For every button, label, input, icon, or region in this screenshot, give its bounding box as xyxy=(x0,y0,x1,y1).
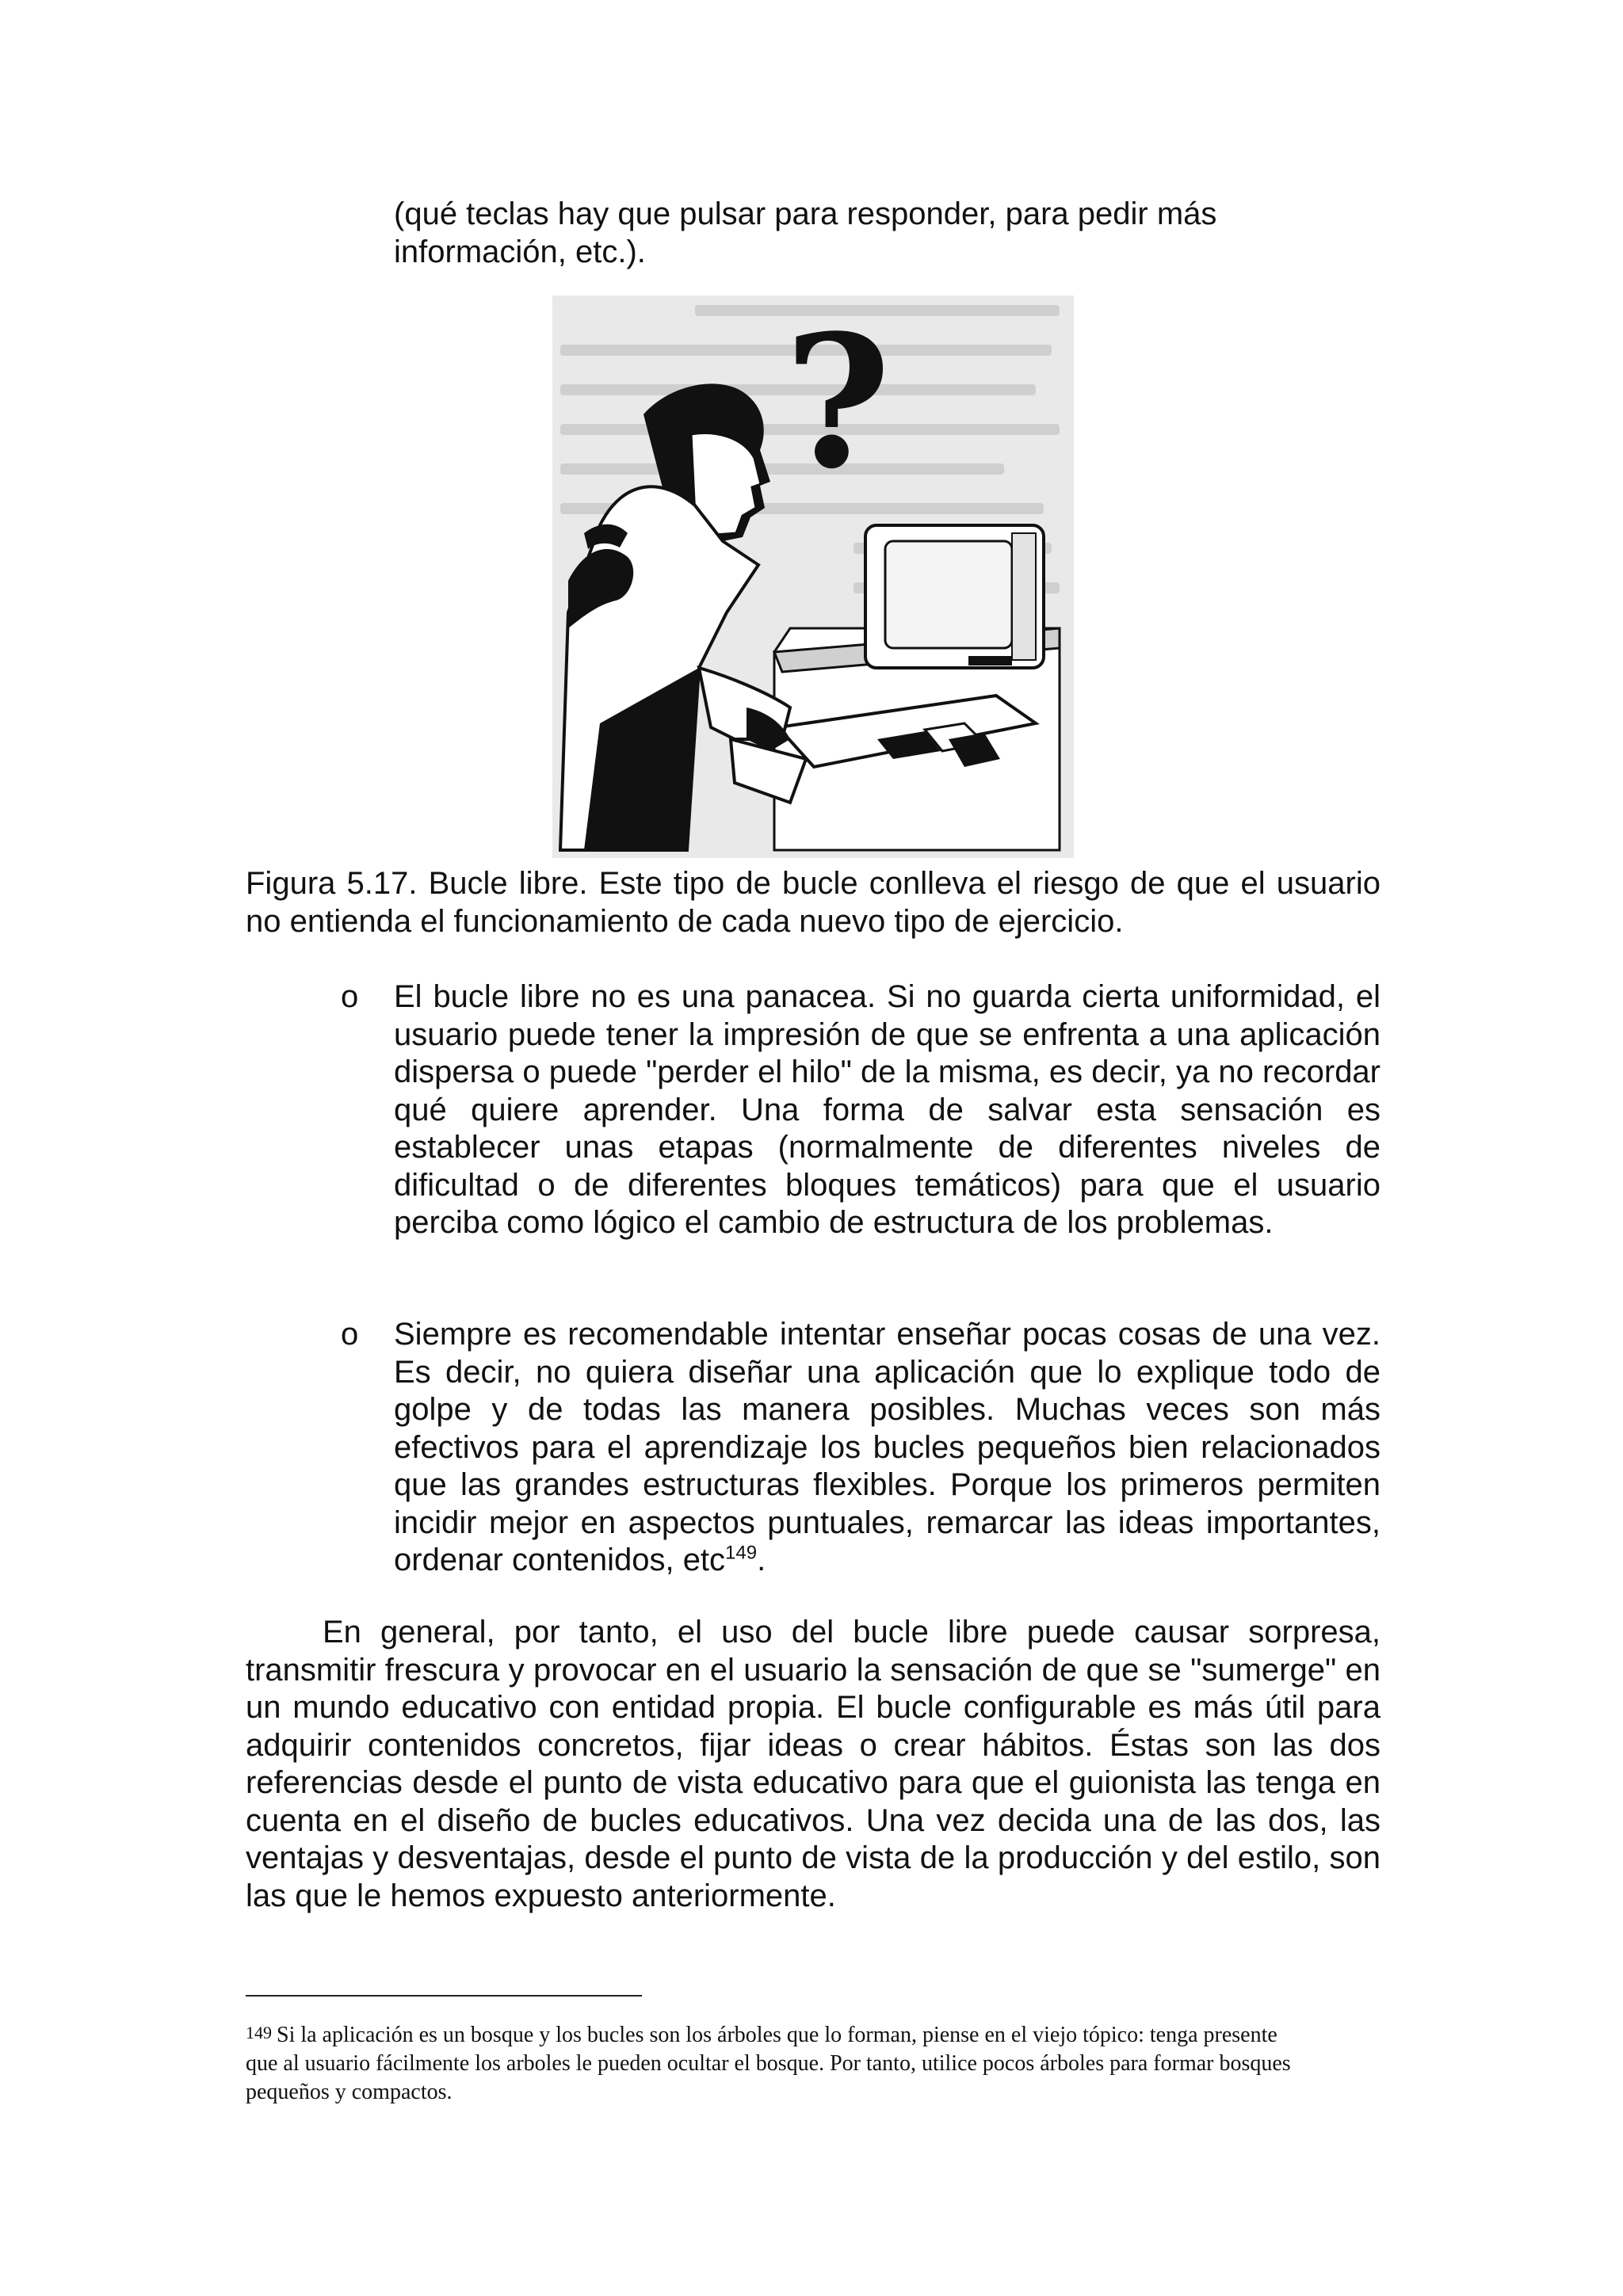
list-item-body: Siempre es recomendable intentar enseñar pocas cosas de una vez. Es decir, no quiera diseñar una aplicación que lo explique todo de golpe y de todas las manera posibles. Muchas veces son más efectivos para el aprendizaje los bucles pequeños bien relacionados que las grandes estructuras flexibles. Porque los primeros permiten incidir mejor en aspectos puntuales, remarcar las ideas importantes, ordenar contenidos, etc xyxy=(394,1317,1381,1577)
footnote xyxy=(246,2019,1300,2107)
footnote-number: 149 xyxy=(246,2023,272,2042)
figure-caption: Figura 5.17. Bucle libre. Este tipo de bucle conlleva el riesgo de que el usuario no entienda el funcionamiento de cada nuevo tipo de ejercicio. xyxy=(246,866,1381,939)
body-paragraph: En general, por tanto, el uso del bucle libre puede causar sorpresa, transmitir frescura y provocar en el usuario la sensación de que se "sumerge" en un mundo educativo con entidad propia. El bucle configurable es más útil para adquirir contenidos concretos, fijar ideas o crear hábitos. Éstas son las dos referencias desde el punto de vista educativo para que el guionista las tenga en cuenta en el diseño de bucles educativos. Una vez decida una de las dos, las ventajas y desventajas, desde el punto de vista de la producción y del estilo, son las que le hemos expuesto anteriormente. xyxy=(246,1615,1381,1913)
continued-line-2: información, etc.). xyxy=(394,234,646,269)
footnote-reference[interactable]: 149 xyxy=(725,1542,758,1564)
continued-line-1: (qué teclas hay que pulsar para responder, para pedir más xyxy=(394,196,1217,231)
bullet-marker: o xyxy=(341,1317,359,1352)
continued-list-text xyxy=(394,196,1381,271)
footnote-text: Si la aplicación es un bosque y los bucles son los árboles que lo forman, piense en el viejo tópico: tenga presente que al usuario fácilmente los arboles le pueden ocultar el bosque. Por tanto, utilice pocos árboles para formar bosques pequeños y compactos. xyxy=(246,2023,1291,2104)
figure-illustration xyxy=(552,296,1074,858)
list-item-text xyxy=(394,1316,1381,1580)
footnote-divider xyxy=(246,1995,642,1997)
computer-monitor xyxy=(865,525,1044,668)
list-item-end: . xyxy=(757,1543,766,1577)
question-mark-icon: ? xyxy=(784,296,892,509)
list-item-text: El bucle libre no es una panacea. Si no guarda cierta uniformidad, el usuario puede tener la impresión de que se enfrenta a una aplicación dispersa o puede "perder el hilo" de la misma, es decir, ya no recordar qué quiere aprender. Una forma de salvar esta sensación es establecer unas etapas (normalmente de diferentes niveles de dificultad o de diferentes bloques temáticos) para que el usuario perciba como lógico el cambio de estructura de los problemas. xyxy=(394,979,1381,1240)
bullet-marker: o xyxy=(341,979,359,1014)
